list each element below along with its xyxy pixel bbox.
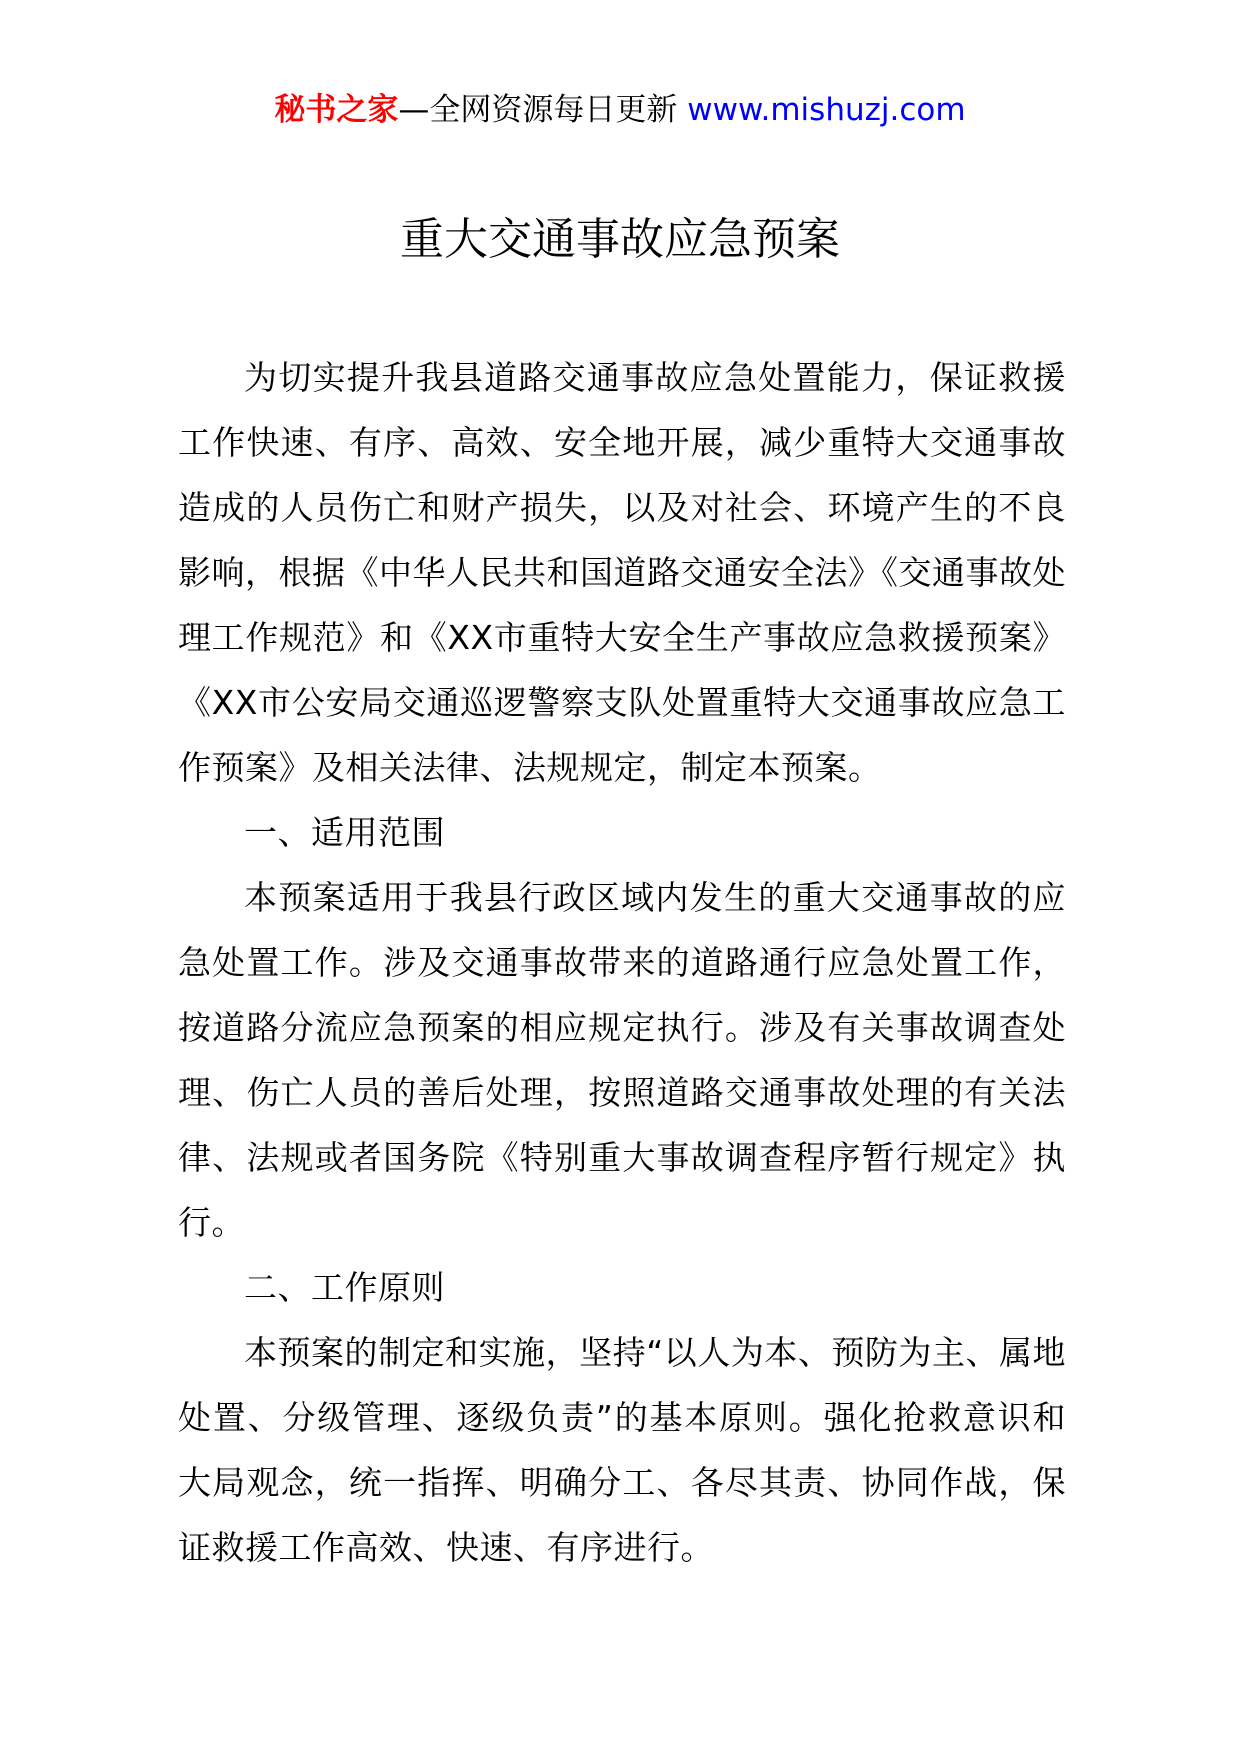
document-title: 重大交通事故应急预案 bbox=[400, 214, 840, 265]
brand-name: 秘书之家 bbox=[274, 92, 399, 128]
header-tagline: —全网资源每日更新 bbox=[398, 92, 688, 128]
document-body bbox=[178, 345, 1066, 1580]
site-header bbox=[0, 88, 1240, 132]
section-heading-scope: 一、适用范围 bbox=[244, 813, 445, 852]
site-url-link[interactable]: www.mishuzj.com bbox=[687, 92, 966, 128]
principles-paragraph: 本预案的制定和实施，坚持“以人为本、预防为主、属地处置、分级管理、逐级负责”的基本原则。强化抢救意识和大局观念，统一指挥、明确分工、各尽其责、协同作战，保证救援工作高效、快速、有序进行。 bbox=[178, 1333, 1066, 1567]
scope-paragraph: 本预案适用于我县行政区域内发生的重大交通事故的应急处置工作。涉及交通事故带来的道路通行应急处置工作，按道路分流应急预案的相应规定执行。涉及有关事故调查处理、伤亡人员的善后处理，按照道路交通事故处理的有关法律、法规或者国务院《特别重大事故调查程序暂行规定》执行。 bbox=[178, 878, 1066, 1242]
intro-paragraph: 为切实提升我县道路交通事故应急处置能力，保证救援工作快速、有序、高效、安全地开展，减少重特大交通事故造成的人员伤亡和财产损失，以及对社会、环境产生的不良影响，根据《中华人民共和国道路交通安全法》《交通事故处理工作规范》和《XX市重特大安全生产事故应急救援预案》《XX市公安局交通巡逻警察支队处置重特大交通事故应急工作预案》及相关法律、法规规定，制定本预案。 bbox=[178, 358, 1066, 787]
section-heading-principles: 二、工作原则 bbox=[244, 1268, 445, 1307]
